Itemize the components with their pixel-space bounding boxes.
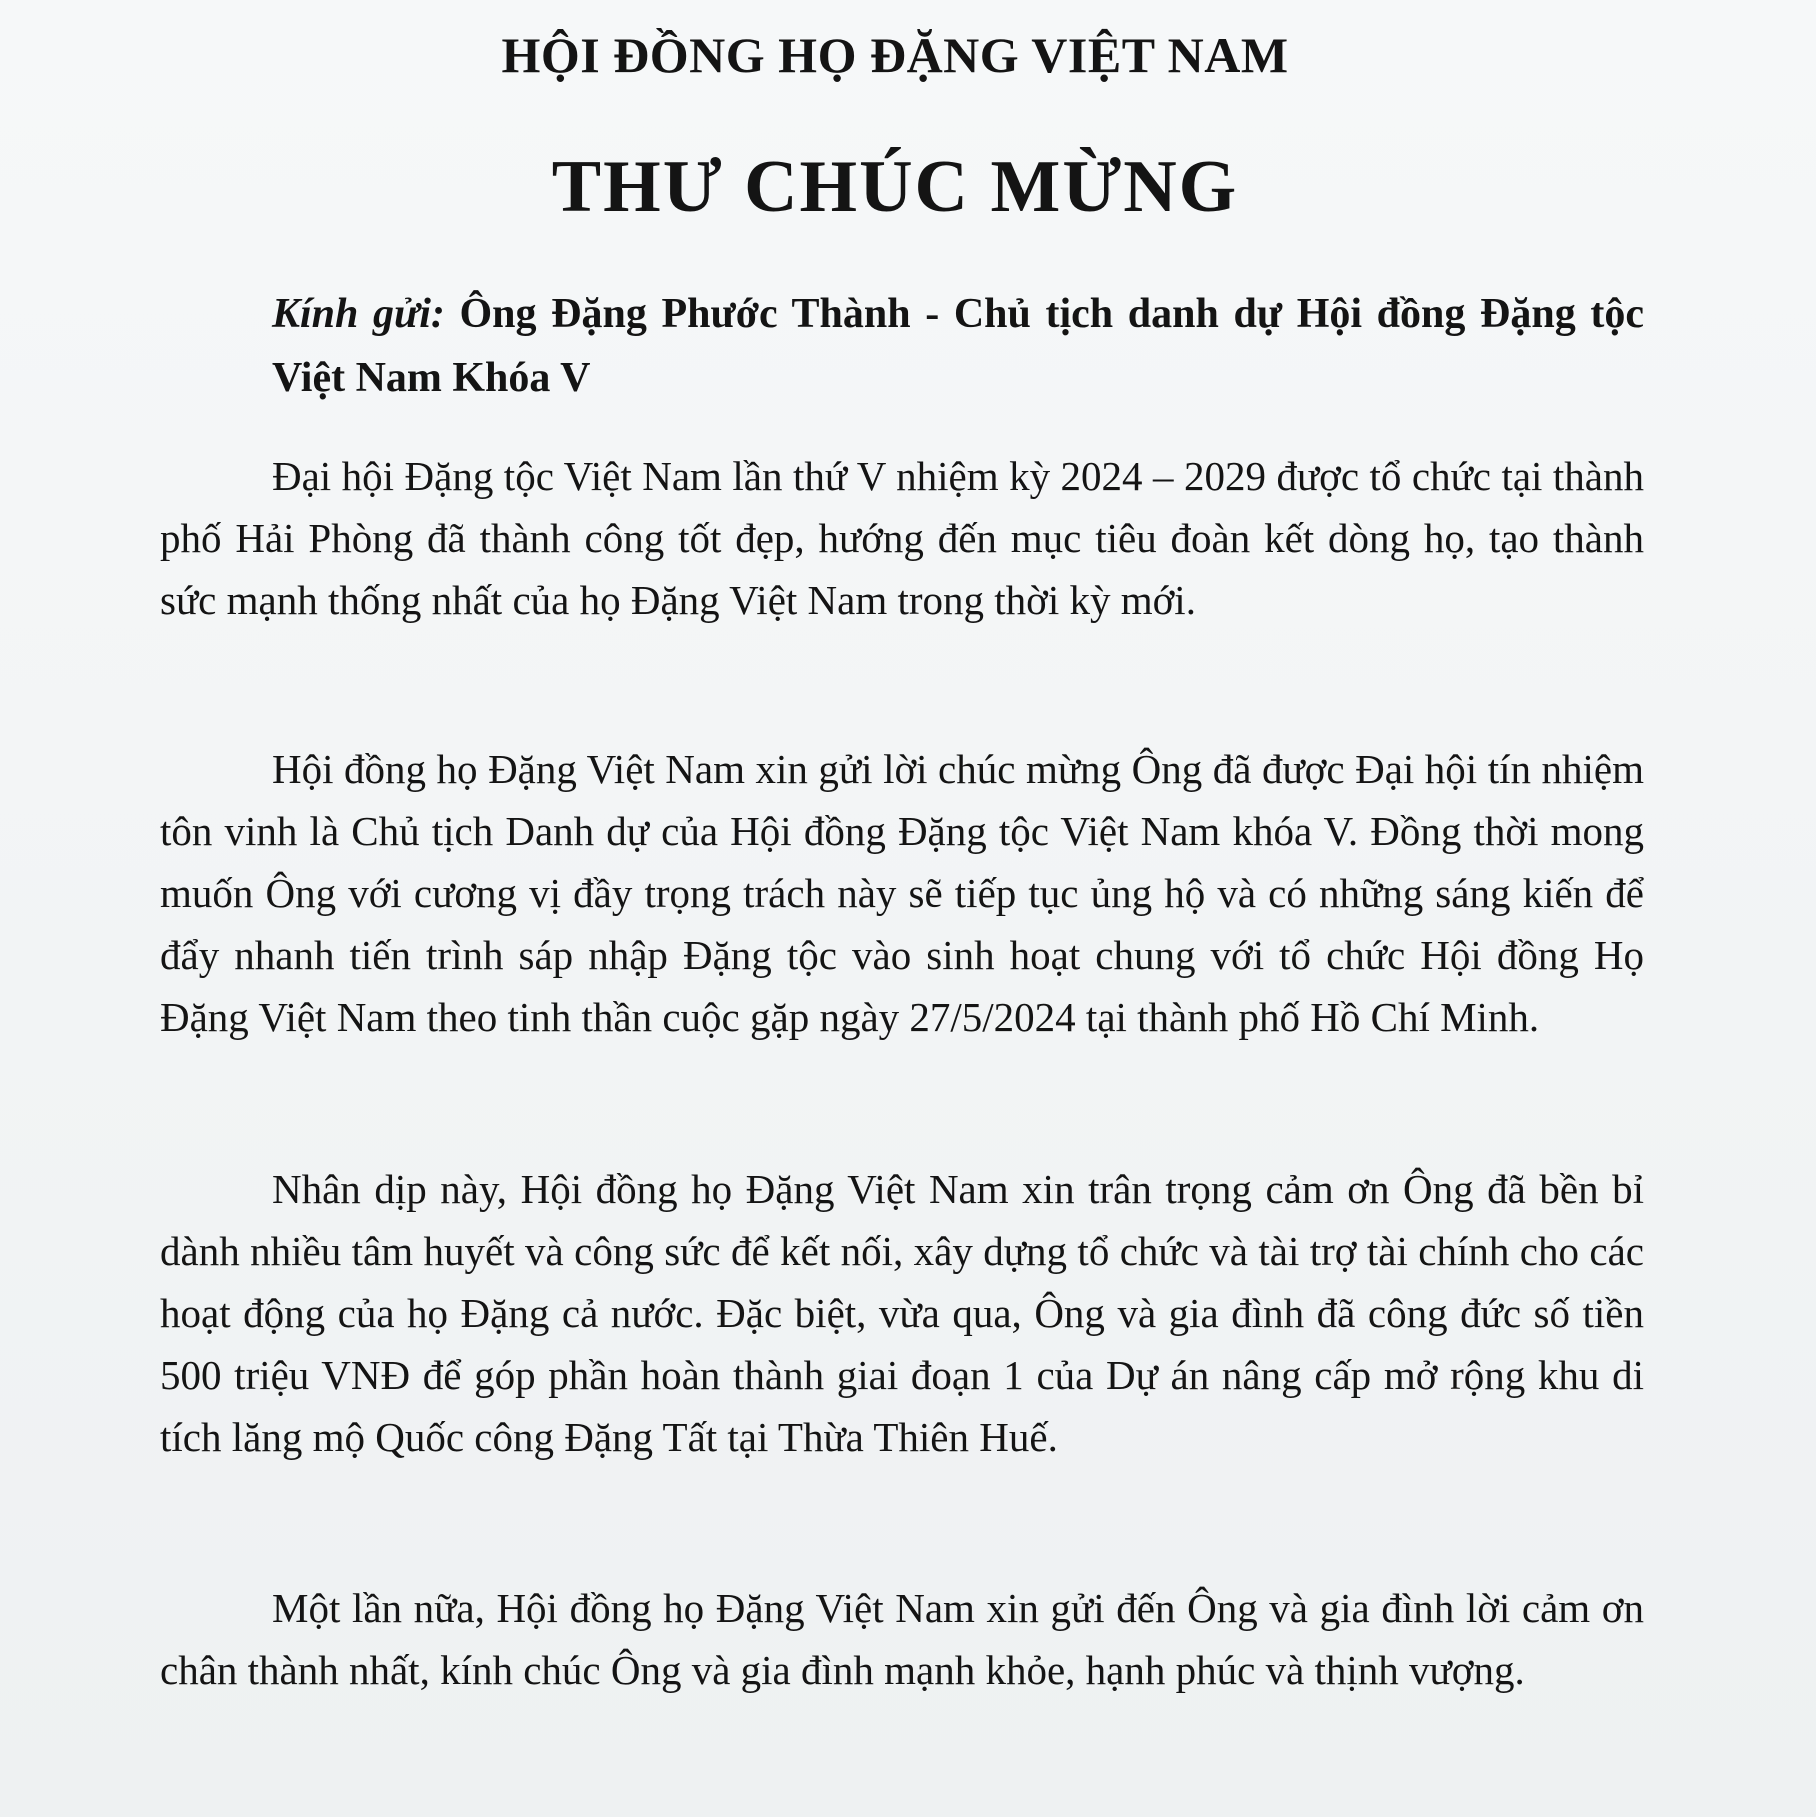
body-paragraph-1: Đại hội Đặng tộc Việt Nam lần thứ V nhiệm kỳ 2024 – 2029 được tổ chức tại thành phố Hải Phòng đã thành công tốt đẹp, hướng đến mục tiêu đoàn kết dòng họ, tạo thành sức mạnh thống nhất của họ Đặng Việt Nam trong thời kỳ mới. <box>160 453 1644 623</box>
addressee-line <box>272 282 1644 410</box>
addressee-lead: Kính gửi: <box>272 291 445 337</box>
body-paragraph-2: Hội đồng họ Đặng Việt Nam xin gửi lời chúc mừng Ông đã được Đại hội tín nhiệm tôn vinh là Chủ tịch Danh dự của Hội đồng Đặng tộc Việt Nam khóa V. Đồng thời mong muốn Ông với cương vị đầy trọng trách này sẽ tiếp tục ủng hộ và có những sáng kiến để đẩy nhanh tiến trình sáp nhập Đặng tộc vào sinh hoạt chung với tổ chức Hội đồng Họ Đặng Việt Nam theo tinh thần cuộc gặp ngày 27/5/2024 tại thành phố Hồ Chí Minh. <box>160 746 1644 1040</box>
addressee-text: Ông Đặng Phước Thành - Chủ tịch danh dự Hội đồng Đặng tộc Việt Nam Khóa V <box>272 291 1644 401</box>
body-paragraph-3: Nhân dịp này, Hội đồng họ Đặng Việt Nam xin trân trọng cảm ơn Ông đã bền bỉ dành nhiều tâm huyết và công sức để kết nối, xây dựng tổ chức và tài trợ tài chính cho các hoạt động của họ Đặng cả nước. Đặc biệt, vừa qua, Ông và gia đình đã công đức số tiền 500 triệu VNĐ để góp phần hoàn thành giai đoạn 1 của Dự án nâng cấp mở rộng khu di tích lăng mộ Quốc công Đặng Tất tại Thừa Thiên Huế. <box>160 1166 1644 1460</box>
organization-name: HỘI ĐỒNG HỌ ĐẶNG VIỆT NAM <box>501 27 1289 83</box>
letter-title: THƯ CHÚC MỪNG <box>551 146 1239 228</box>
body-paragraph-4: Một lần nữa, Hội đồng họ Đặng Việt Nam xin gửi đến Ông và gia đình lời cảm ơn chân thành nhất, kính chúc Ông và gia đình mạnh khỏe, hạnh phúc và thịnh vượng. <box>160 1585 1644 1693</box>
